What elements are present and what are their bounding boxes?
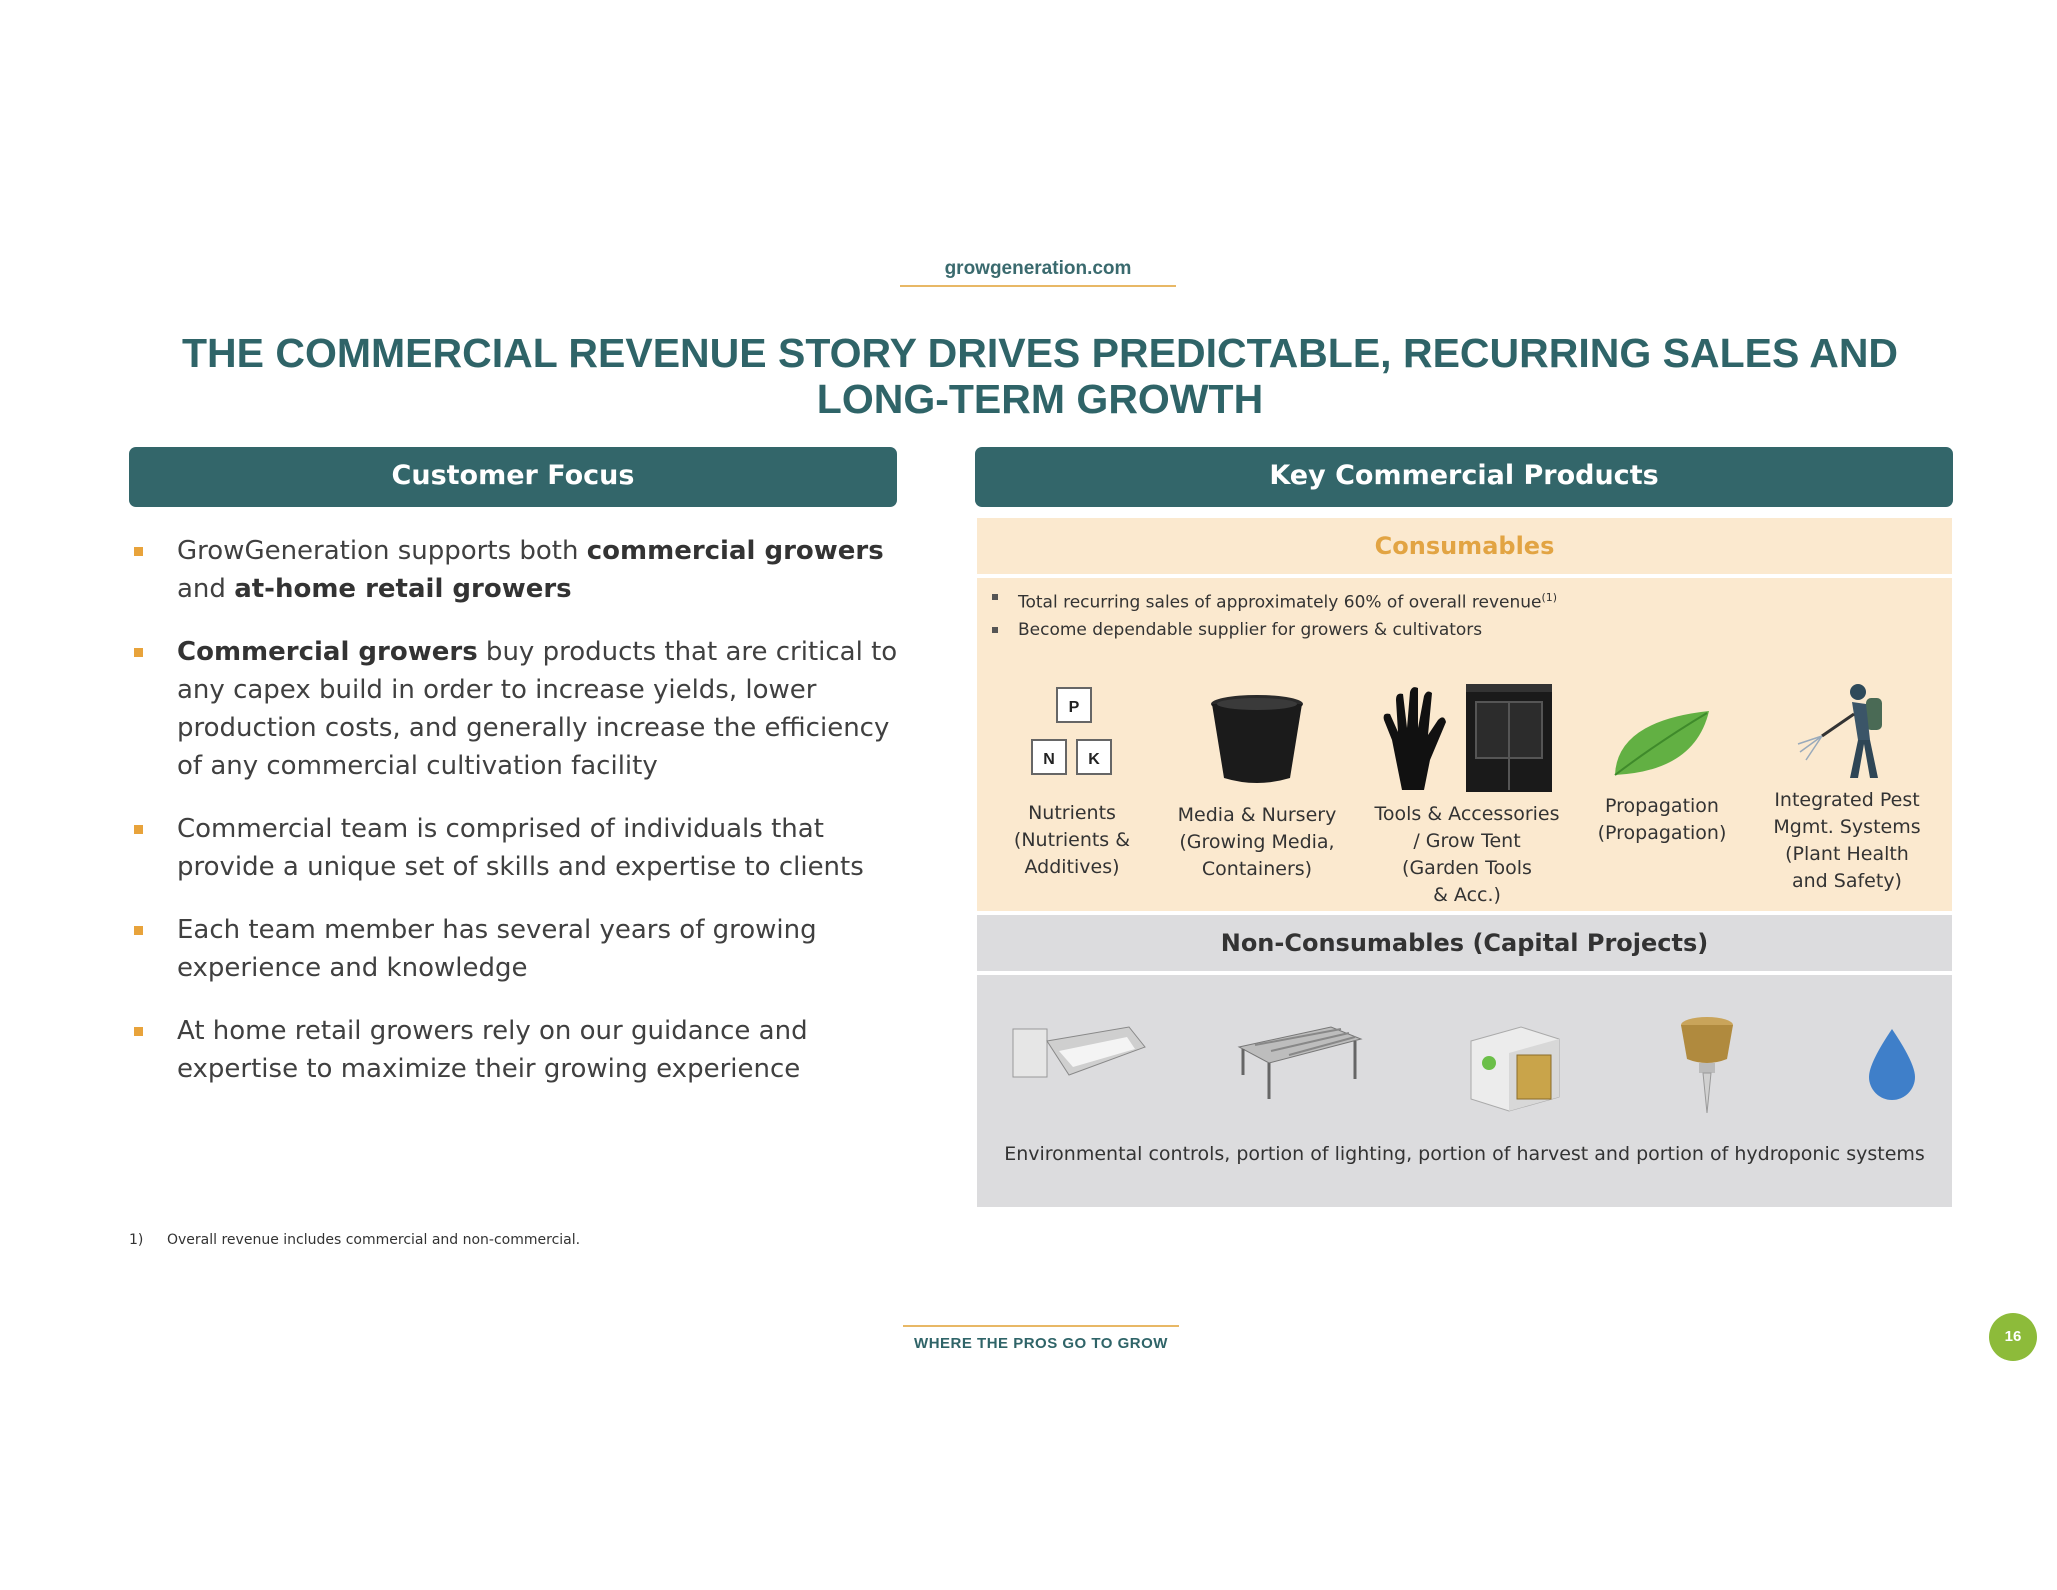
bullet-bold-text: at-home retail growers (234, 574, 572, 604)
bullet-text: At home retail growers rely on our guidance and expertise to maximize their growing experience (177, 1016, 808, 1084)
sprayer-icon (1792, 678, 1902, 783)
bullet-square-icon (992, 627, 998, 633)
customer-focus-list (129, 532, 899, 1113)
bullet-square-icon (992, 594, 998, 600)
product-media-nursery (1167, 690, 1347, 883)
bullet-text: Each team member has several years of growing experience and knowledge (177, 915, 817, 983)
bullet-text: buy products that are critical to any capex build in order to increase yields, lower production costs, and generally increase the efficiency of any commercial cultivation facility (177, 637, 898, 781)
list-item (990, 584, 1557, 617)
page-title (100, 330, 1980, 422)
bullet-square-icon (134, 926, 143, 935)
footnote-text: Overall revenue includes commercial and non-commercial. (167, 1232, 581, 1248)
glove-tent-icon (1372, 680, 1562, 795)
key-products-heading: Key Commercial Products (975, 447, 1953, 507)
consumables-heading: Consumables (977, 518, 1952, 574)
product-label: Media & Nursery (Growing Media, Containers) (1177, 804, 1337, 880)
page-number-badge: 16 (1989, 1313, 2037, 1361)
product-label: Tools & Accessories / Grow Tent (Garden Tools & Acc.) (1374, 803, 1560, 906)
list-item (129, 810, 899, 886)
bullet-text: and (177, 574, 235, 604)
svg-text:N: N (1043, 751, 1055, 768)
grow-light-icon (1009, 1017, 1149, 1087)
footnote-number: 1) (129, 1232, 144, 1248)
grow-table-icon (1235, 1023, 1365, 1103)
bullet-text: GrowGeneration supports both (177, 536, 587, 566)
bullet-text: Commercial team is comprised of individuals that provide a unique set of skills and expertise to clients (177, 814, 864, 882)
consumables-section (977, 578, 1952, 911)
product-propagation (1587, 703, 1737, 847)
product-label: Nutrients (Nutrients & Additives) (1013, 802, 1131, 878)
bullet-square-icon (134, 1027, 143, 1036)
list-item (129, 633, 899, 785)
product-integrated-pest-mgmt (1757, 678, 1937, 895)
svg-text:K: K (1088, 751, 1100, 768)
bullet-bold-text: Commercial growers (177, 637, 478, 667)
footer-tagline: WHERE THE PROS GO TO GROW (914, 1335, 1168, 1352)
footnote (129, 1232, 580, 1248)
list-item (129, 532, 899, 608)
water-drop-icon (1865, 1027, 1919, 1101)
bullet-square-icon (134, 825, 143, 834)
bullet-text: Total recurring sales of approximately 60% of overall revenue (1018, 592, 1542, 613)
bullet-square-icon (134, 547, 143, 556)
non-consumables-caption: Environmental controls, portion of lighting, portion of harvest and portion of hydroponic systems (1004, 1143, 1925, 1165)
bullet-bold-text: commercial growers (586, 536, 884, 566)
list-item (129, 911, 899, 987)
footer-rule (903, 1325, 1179, 1327)
product-tools-accessories (1367, 680, 1567, 909)
site-url: growgeneration.com (944, 258, 1132, 279)
non-consumables-section (977, 975, 1952, 1207)
bullet-text: Become dependable supplier for growers & cultivators (1018, 619, 1483, 640)
title-line-1: THE COMMERCIAL REVENUE STORY DRIVES PREDICTABLE, RECURRING SALES AND (181, 330, 1899, 376)
customer-focus-heading: Customer Focus (129, 447, 897, 507)
product-nutrients (997, 680, 1147, 881)
npk-icon (1017, 680, 1127, 790)
list-item (129, 1012, 899, 1088)
footnote-ref: (1) (1541, 591, 1558, 604)
svg-text:P: P (1068, 699, 1080, 716)
pot-icon (1202, 690, 1312, 790)
consumables-list (990, 584, 1557, 644)
drip-emitter-icon (1677, 1015, 1737, 1115)
air-handler-icon (1465, 1021, 1565, 1113)
non-consumables-heading: Non-Consumables (Capital Projects) (977, 915, 1952, 971)
leaf-icon (1607, 703, 1717, 783)
header-rule (900, 285, 1176, 287)
product-label: Propagation (Propagation) (1597, 795, 1727, 844)
bullet-square-icon (134, 648, 143, 657)
title-line-2: LONG-TERM GROWTH (816, 376, 1264, 422)
list-item (990, 617, 1557, 644)
product-label: Integrated Pest Mgmt. Systems (Plant Health and Safety) (1773, 789, 1921, 892)
